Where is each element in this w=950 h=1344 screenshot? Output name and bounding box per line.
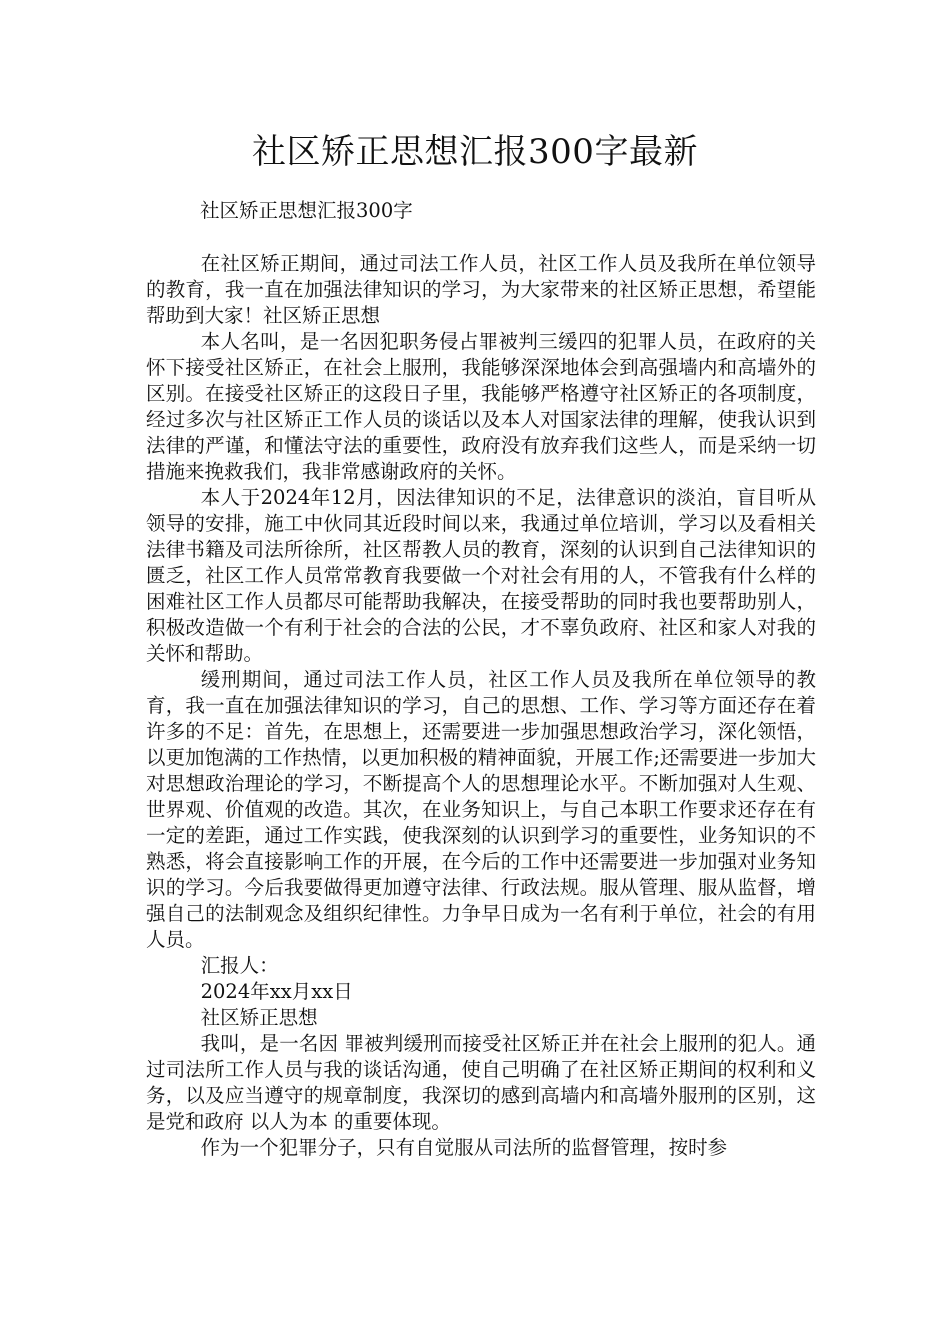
document-body (146, 251, 816, 1161)
report-date: 2024年xx月xx日 (200, 980, 353, 1003)
paragraph-intro: 在社区矫正期间，通过司法工作人员，社区工作人员及我所在单位领导的教育，我一直在加强法律知识的学习，为大家带来的社区矫正思想，希望能帮助到大家！社区矫正思想 (146, 252, 816, 327)
section-heading: 社区矫正思想 (200, 1006, 318, 1029)
paragraph-probation-period: 缓刑期间，通过司法工作人员，社区工作人员及我所在单位领导的教育，我一直在加强法律知识的学习，自己的思想、工作、学习等方面还存在着许多的不足：首先，在思想上，还需要进一步加强思想政治学习，深化领悟，以更加饱满的工作热情，以更加积极的精神面貌，开展工作;还需要进一步加大对思想政治理论的学习，不断提高个人的思想理论水平。不断加强对人生观、世界观、价值观的改造。其次，在业务知识上，与自己本职工作要求还存在有一定的差距，通过工作实践，使我深刻的认识到学习的重要性，业务知识的不熟悉，将会直接影响工作的开展，在今后的工作中还需要进一步加强对业务知识的学习。今后我要做得更加遵守法律、行政法规。服从管理、服从监督，增强自己的法制观念及组织纪律性。力争早日成为一名有利于单位，社会的有用人员。 (146, 668, 816, 951)
reporter-label: 汇报人： (200, 954, 279, 977)
paragraph-background: 本人于2024年12月，因法律知识的不足，法律意识的淡泊，盲目听从领导的安排，施工中伙同其近段时间以来，我通过单位培训，学习以及看相关法律书籍及司法所徐所，社区帮教人员的教育，深刻的认识到自己法律知识的匮乏，社区工作人员常常教育我要做一个对社会有用的人，不管我有什么样的困难社区工作人员都尽可能帮助我解决，在接受帮助的同时我也要帮助别人，积极改造做一个有利于社会的合法的公民，才不辜负政府、社区和家人对我的关怀和帮助。 (146, 486, 816, 665)
document-title: 社区矫正思想汇报300字最新 (252, 132, 698, 172)
document-subtitle: 社区矫正思想汇报300字 (200, 199, 413, 222)
paragraph-continuation: 作为一个犯罪分子，只有自觉服从司法所的监督管理，按时参 (200, 1136, 728, 1159)
paragraph-second-report: 我叫，是一名因 罪被判缓刑而接受社区矫正并在社会上服刑的犯人。通过司法所工作人员与我的谈话沟通，使自己明确了在社区矫正期间的权利和义务，以及应当遵守的规章制度，我深切的感到高墙内和高墙外服刑的区别，这是党和政府 以人为本 的重要体现。 (146, 1032, 816, 1133)
paragraph-self-introduction: 本人名叫，是一名因犯职务侵占罪被判三缓四的犯罪人员，在政府的关怀下接受社区矫正，在社会上服刑，我能够深深地体会到高强墙内和高墙外的区别。在接受社区矫正的这段日子里，我能够严格遵守社区矫正的各项制度，经过多次与社区矫正工作人员的谈话以及本人对国家法律的理解，使我认识到法律的严谨，和懂法守法的重要性，政府没有放弃我们这些人，而是采纳一切措施来挽救我们，我非常感谢政府的关怀。 (146, 330, 816, 483)
